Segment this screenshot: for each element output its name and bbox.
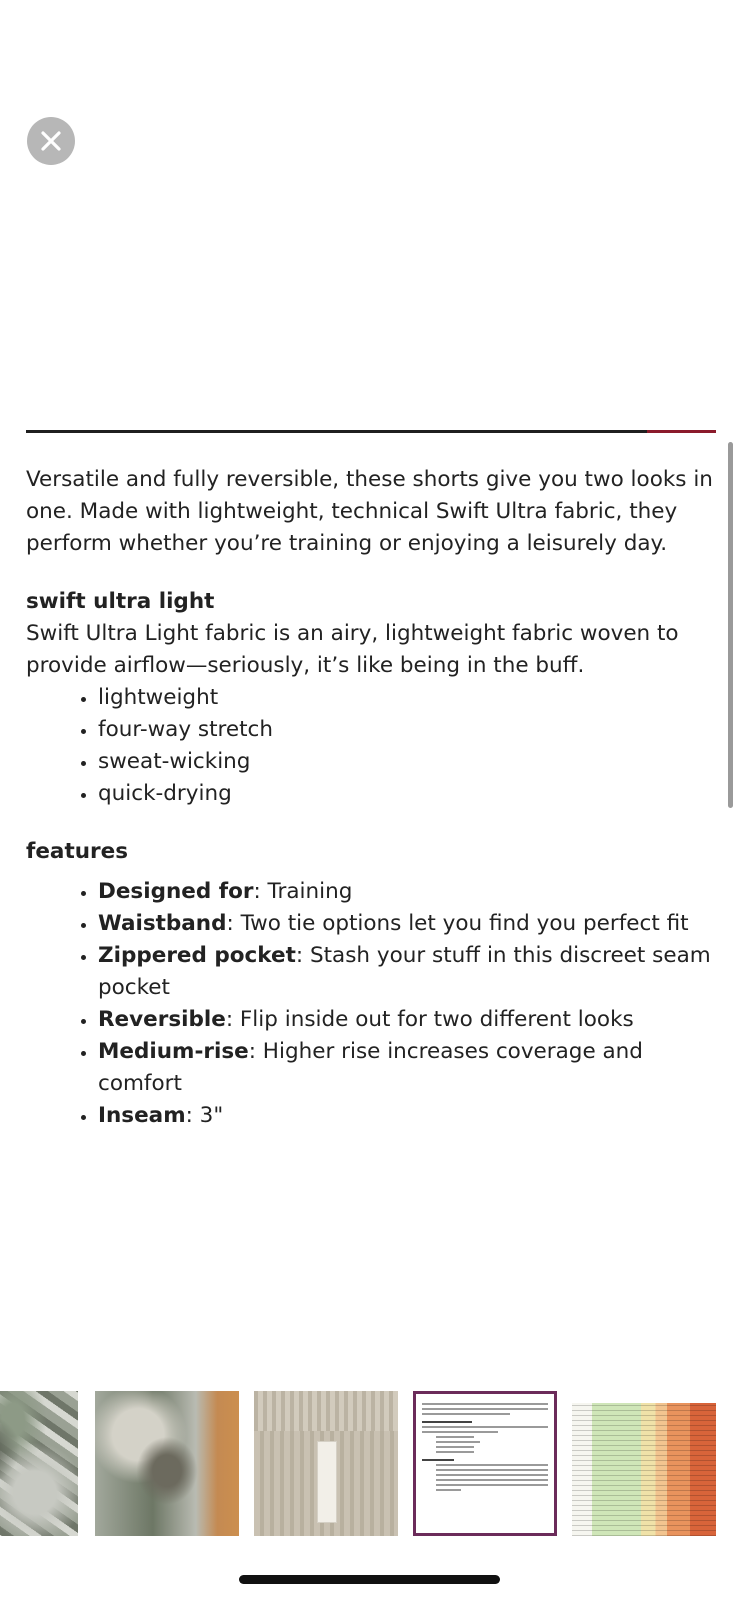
feature-value: : Flip inside out for two different looks — [225, 1007, 634, 1032]
feature-item — [98, 876, 716, 908]
fabric-bullets — [26, 682, 716, 810]
feature-label: Zippered pocket — [98, 943, 296, 968]
features-heading: features — [26, 839, 129, 864]
size-tag-image — [317, 1441, 337, 1523]
feature-item — [98, 1100, 716, 1132]
thumbnail-waistband-tag[interactable] — [254, 1391, 398, 1536]
feature-value: : Training — [253, 879, 353, 904]
list-item: • lightweight — [98, 682, 716, 714]
waistband-image — [254, 1391, 398, 1431]
feature-value: : Two tie options let you find you perfect fit — [226, 911, 689, 936]
feature-value: : Higher rise increases coverage and comfort — [98, 1039, 643, 1096]
fabric-heading: swift ultra light — [26, 589, 215, 614]
feature-label: Inseam — [98, 1103, 186, 1128]
thumbnail-price-chart[interactable] — [572, 1391, 716, 1536]
close-button[interactable] — [27, 117, 75, 165]
list-item: • four-way stretch — [98, 714, 716, 746]
feature-label: Designed for — [98, 879, 254, 904]
thumbnail-strip — [0, 1391, 739, 1536]
feature-value: : 3" — [185, 1103, 224, 1128]
progress-divider — [26, 430, 716, 433]
thumbnail-camo-shorts[interactable] — [0, 1391, 78, 1536]
features-list — [26, 876, 716, 1132]
feature-item — [98, 908, 716, 940]
list-item: • sweat-wicking — [98, 746, 716, 778]
home-indicator[interactable] — [239, 1575, 500, 1584]
product-description — [26, 464, 716, 1132]
thumbnail-description-selected[interactable] — [413, 1391, 557, 1536]
thumbnail-camo-pocket[interactable] — [95, 1391, 239, 1536]
list-item: • quick-drying — [98, 778, 716, 810]
fabric-text: Swift Ultra Light fabric is an airy, lightweight fabric woven to provide airflow—seriously, it’s like being in the buff. — [26, 621, 679, 678]
feature-value: : Stash your stuff in this discreet seam pocket — [98, 943, 711, 1000]
feature-item — [98, 1004, 716, 1036]
feature-label: Medium-rise — [98, 1039, 249, 1064]
scrollbar[interactable] — [728, 442, 733, 808]
close-icon — [40, 130, 62, 152]
intro-text: Versatile and fully reversible, these shorts give you two looks in one. Made with lightweight, technical Swift Ultra fabric, they perform whether you’re training or enjoying a leisurely day. — [26, 467, 713, 556]
feature-label: Waistband — [98, 911, 227, 936]
price-chart-grid — [572, 1403, 716, 1536]
feature-item — [98, 1036, 716, 1100]
feature-label: Reversible — [98, 1007, 226, 1032]
feature-item — [98, 940, 716, 1004]
